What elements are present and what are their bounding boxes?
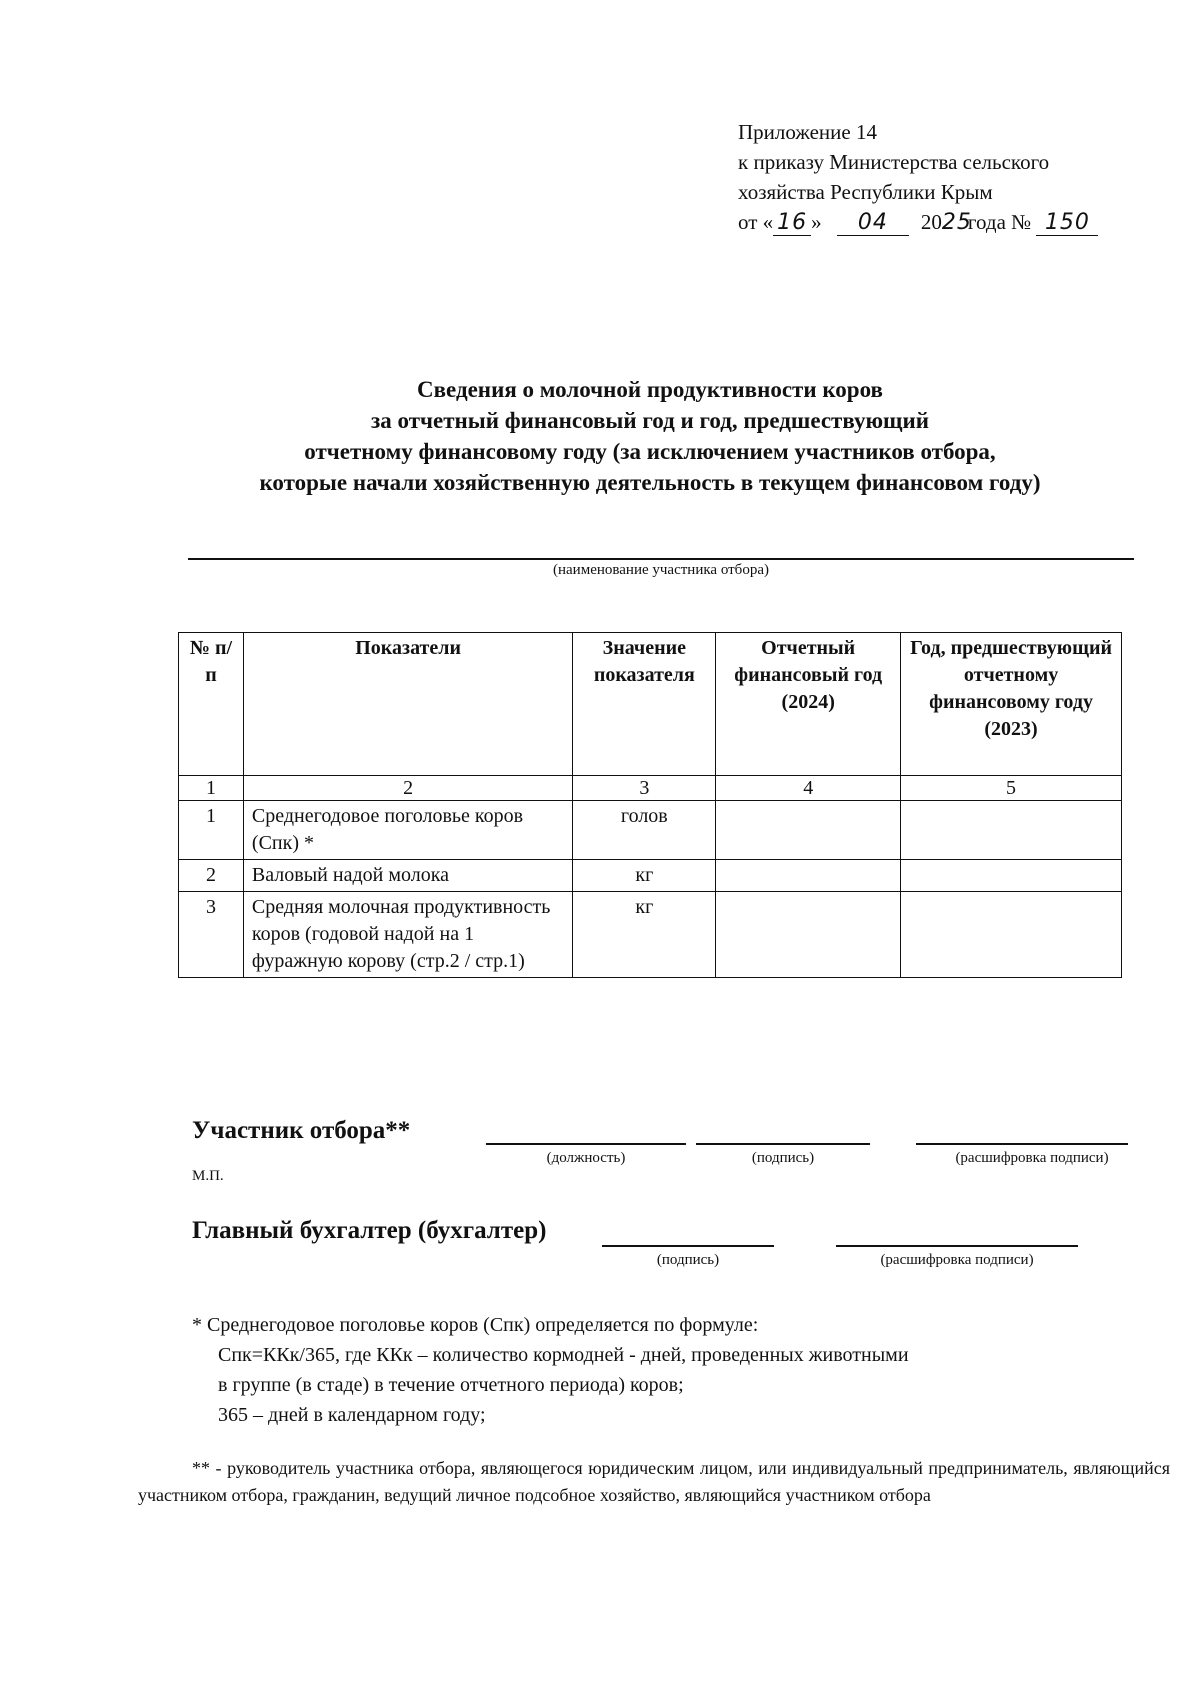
- participant-decoding-line[interactable]: [916, 1143, 1128, 1145]
- appendix-date-line: [738, 207, 1098, 237]
- header-indicator: Показатели: [243, 633, 572, 776]
- column-number: 3: [573, 776, 716, 801]
- row-indicator: Среднегодовое поголовье коров (Спк) *: [243, 801, 572, 860]
- row-num: 1: [179, 801, 244, 860]
- row-previous-value[interactable]: [901, 801, 1122, 860]
- position-line[interactable]: [486, 1143, 686, 1145]
- header-num: № п/п: [179, 633, 244, 776]
- row-reporting-value[interactable]: [716, 860, 901, 892]
- appendix-block: [738, 117, 1098, 237]
- title-line-3: отчетному финансовому году (за исключением участников отбора,: [304, 439, 996, 464]
- appendix-line-2: к приказу Министерства сельского: [738, 150, 1050, 174]
- decoding-caption: (расшифровка подписи): [955, 1150, 1109, 1166]
- accountant-signature-line[interactable]: [602, 1245, 774, 1247]
- table-header-row: [179, 633, 1122, 776]
- table-row: [179, 860, 1122, 892]
- position-caption: (должность): [546, 1150, 626, 1166]
- date-year-suffix: года №: [967, 210, 1032, 234]
- table-row: [179, 892, 1122, 978]
- row-previous-value[interactable]: [901, 860, 1122, 892]
- table-row: [179, 801, 1122, 860]
- accountant-decoding-line[interactable]: [836, 1245, 1078, 1247]
- row-previous-value[interactable]: [901, 892, 1122, 978]
- productivity-table: [178, 632, 1122, 978]
- accountant-signature-label: Главный бухгалтер (бухгалтер): [192, 1217, 547, 1244]
- handwritten-day: 16: [773, 211, 811, 236]
- header-previous-year: Год, предшествующий отчетному финансовому году (2023): [901, 633, 1122, 776]
- column-number: 5: [901, 776, 1122, 801]
- handwritten-order-number: 150: [1036, 211, 1098, 236]
- row-reporting-value[interactable]: [716, 801, 901, 860]
- row-unit: кг: [573, 892, 716, 978]
- header-reporting-year: Отчетный финансовый год (2024): [716, 633, 901, 776]
- date-prefix: от «: [738, 210, 774, 234]
- accountant-signature-caption: (подпись): [656, 1252, 720, 1268]
- column-number: 1: [179, 776, 244, 801]
- footnote-formula: Спк=ККк/365, где ККк – количество кормодней - дней, проведенных животными: [218, 1344, 909, 1366]
- accountant-decoding-caption: (расшифровка подписи): [880, 1252, 1034, 1268]
- appendix-line-3: хозяйства Республики Крым: [738, 180, 993, 204]
- footnote-line: * Среднегодовое поголовье коров (Спк) определяется по формуле:: [192, 1314, 759, 1336]
- appendix-line-1: Приложение 14: [738, 120, 877, 144]
- document-title: [150, 374, 1150, 498]
- footnote-line: в группе (в стаде) в течение отчетного периода) коров;: [218, 1374, 684, 1396]
- date-year-prefix: 20: [920, 210, 942, 234]
- participant-name-caption: (наименование участника отбора): [553, 562, 769, 578]
- date-day-suffix: »: [811, 210, 822, 234]
- title-line-2: за отчетный финансовый год и год, предшествующий: [371, 408, 929, 433]
- column-number: 2: [243, 776, 572, 801]
- row-unit: голов: [573, 801, 716, 860]
- column-number-row: [179, 776, 1122, 801]
- participant-name-line[interactable]: [188, 558, 1134, 560]
- title-line-1: Сведения о молочной продуктивности коров: [417, 377, 883, 402]
- footnote-avg-herd: [192, 1310, 909, 1430]
- row-num: 2: [179, 860, 244, 892]
- stamp-placeholder: М.П.: [192, 1168, 224, 1184]
- participant-signature-line[interactable]: [696, 1143, 870, 1145]
- row-reporting-value[interactable]: [716, 892, 901, 978]
- column-number: 4: [716, 776, 901, 801]
- row-indicator: Валовый надой молока: [243, 860, 572, 892]
- title-line-4: которые начали хозяйственную деятельность в текущем финансовом году): [259, 470, 1041, 495]
- footnote-text: ** - руководитель участника отбора, являющегося юридическим лицом, или индивидуальный предприниматель, являющийся участником отбора, гражданин, ведущий личное подсобное хозяйство, являющийся участником отбора: [138, 1458, 1170, 1505]
- signature-caption: (подпись): [751, 1150, 815, 1166]
- handwritten-year: 25: [941, 210, 972, 235]
- row-unit: кг: [573, 860, 716, 892]
- footnote-line: 365 – дней в календарном году;: [218, 1404, 486, 1426]
- handwritten-month: 04: [837, 211, 909, 236]
- row-num: 3: [179, 892, 244, 978]
- row-indicator: Средняя молочная продуктивность коров (годовой надой на 1 фуражную корову (стр.2 / стр.1): [243, 892, 572, 978]
- header-unit: Значение показателя: [573, 633, 716, 776]
- footnote-participant-head: [138, 1455, 1170, 1509]
- participant-signature-label: Участник отбора**: [192, 1117, 411, 1144]
